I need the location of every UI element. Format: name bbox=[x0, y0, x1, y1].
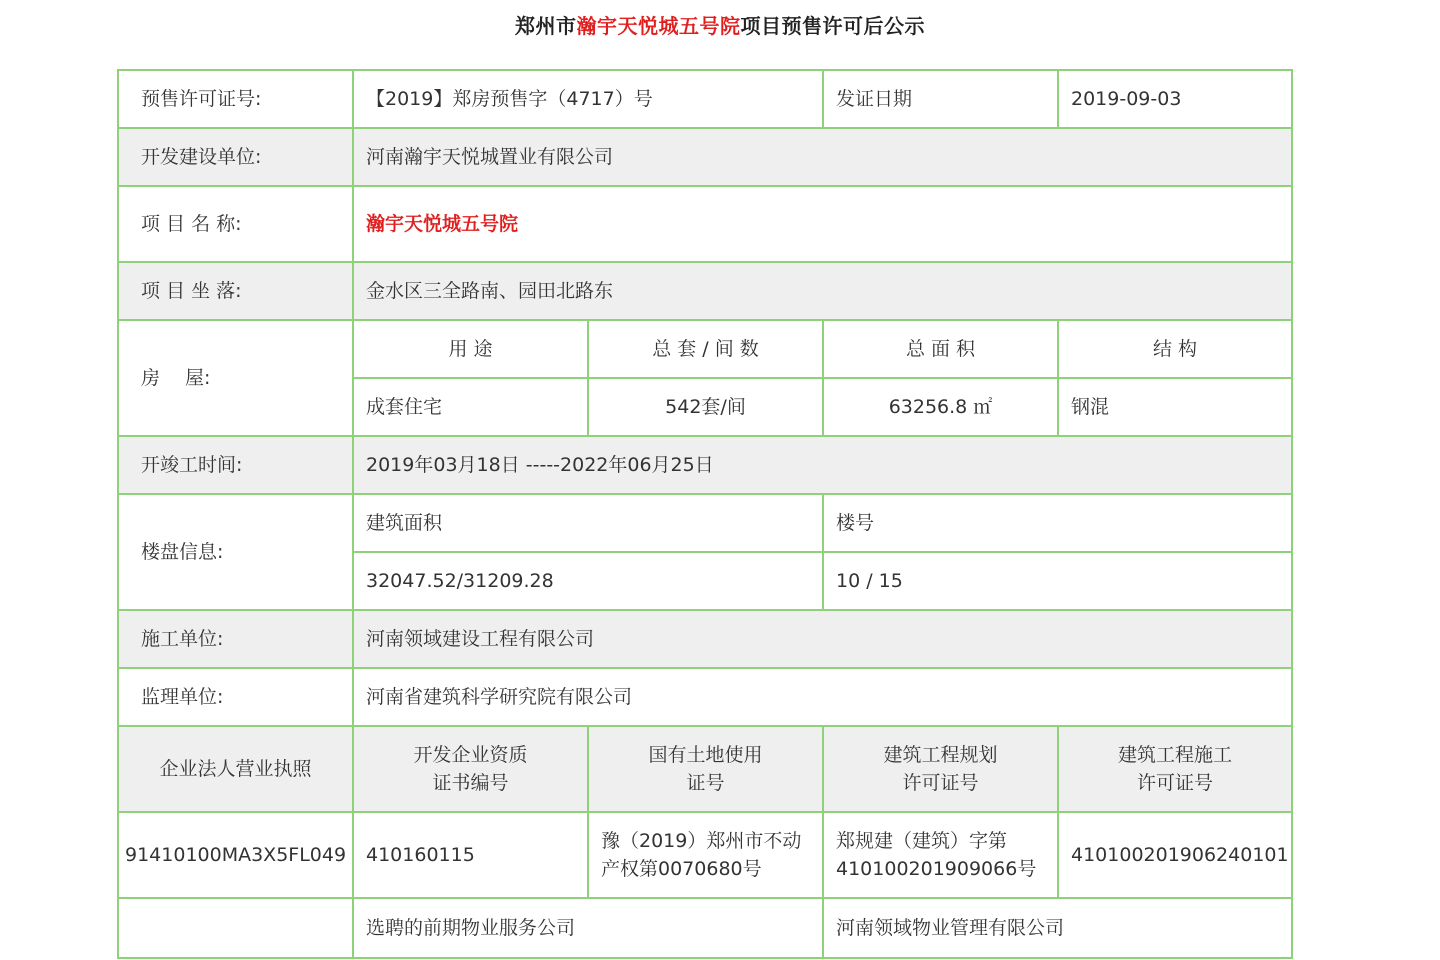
certificates-header-row bbox=[118, 726, 1292, 812]
land-use-cert-header-line: 证号 bbox=[686, 772, 725, 794]
building-info-header-row bbox=[118, 494, 1292, 552]
title-project-name: 瀚宇天悦城五号院 bbox=[576, 14, 741, 38]
qualification-cert-header-line: 开发企业资质 bbox=[413, 744, 528, 766]
planning-permit-header bbox=[823, 726, 1058, 812]
construction-permit-value: 410100201906240101 bbox=[1058, 812, 1292, 898]
housing-structure-header: 结 构 bbox=[1058, 320, 1292, 378]
property-service-value: 河南领域物业管理有限公司 bbox=[823, 898, 1292, 958]
planning-permit-value-line: 410100201909066号 bbox=[836, 858, 1037, 880]
business-license-header: 企业法人营业执照 bbox=[118, 726, 353, 812]
construction-permit-header bbox=[1058, 726, 1292, 812]
project-name-row bbox=[118, 186, 1292, 262]
permit-row bbox=[118, 70, 1292, 128]
housing-area-value: 63256.8 ㎡ bbox=[823, 378, 1058, 436]
housing-usage-value: 成套住宅 bbox=[353, 378, 588, 436]
contractor-value: 河南领域建设工程有限公司 bbox=[353, 610, 1292, 668]
certificates-value-row bbox=[118, 812, 1292, 898]
permit-label: 预售许可证号: bbox=[118, 70, 353, 128]
developer-value: 河南瀚宇天悦城置业有限公司 bbox=[353, 128, 1292, 186]
contractor-row bbox=[118, 610, 1292, 668]
supervisor-row bbox=[118, 668, 1292, 726]
property-service-blank-cell bbox=[118, 898, 353, 958]
housing-usage-header: 用 途 bbox=[353, 320, 588, 378]
permit-value: 【2019】郑房预售字（4717）号 bbox=[353, 70, 823, 128]
presale-permit-table bbox=[117, 69, 1293, 959]
property-service-row bbox=[118, 898, 1292, 958]
property-service-label: 选聘的前期物业服务公司 bbox=[353, 898, 823, 958]
housing-label: 房 屋: bbox=[118, 320, 353, 436]
housing-header-row bbox=[118, 320, 1292, 378]
land-use-cert-header-line: 国有土地使用 bbox=[648, 744, 763, 766]
schedule-row bbox=[118, 436, 1292, 494]
planning-permit-header-line: 建筑工程规划 bbox=[883, 744, 998, 766]
building-area-value: 32047.52/31209.28 bbox=[353, 552, 823, 610]
land-use-cert-value-line: 产权第0070680号 bbox=[601, 858, 762, 880]
housing-area-header: 总 面 积 bbox=[823, 320, 1058, 378]
location-row bbox=[118, 262, 1292, 320]
housing-units-header: 总 套 / 间 数 bbox=[588, 320, 823, 378]
planning-permit-header-line: 许可证号 bbox=[902, 772, 979, 794]
planning-permit-value-line: 郑规建（建筑）字第 bbox=[836, 830, 1008, 852]
qualification-cert-header-line: 证书编号 bbox=[432, 772, 509, 794]
issue-date-value: 2019-09-03 bbox=[1058, 70, 1292, 128]
construction-permit-header-line: 许可证号 bbox=[1136, 772, 1213, 794]
page-title bbox=[0, 10, 1440, 39]
contractor-label: 施工单位: bbox=[118, 610, 353, 668]
project-name-label: 项 目 名 称: bbox=[118, 186, 353, 262]
developer-row bbox=[118, 128, 1292, 186]
supervisor-value: 河南省建筑科学研究院有限公司 bbox=[353, 668, 1292, 726]
land-use-cert-value bbox=[588, 812, 823, 898]
title-prefix: 郑州市 bbox=[515, 14, 577, 38]
project-name-value: 瀚宇天悦城五号院 bbox=[353, 186, 1292, 262]
title-suffix: 项目预售许可后公示 bbox=[740, 14, 925, 38]
schedule-label: 开竣工时间: bbox=[118, 436, 353, 494]
supervisor-label: 监理单位: bbox=[118, 668, 353, 726]
issue-date-label: 发证日期 bbox=[823, 70, 1058, 128]
developer-label: 开发建设单位: bbox=[118, 128, 353, 186]
building-number-header: 楼号 bbox=[823, 494, 1292, 552]
location-label: 项 目 坐 落: bbox=[118, 262, 353, 320]
location-value: 金水区三全路南、园田北路东 bbox=[353, 262, 1292, 320]
housing-units-value: 542套/间 bbox=[588, 378, 823, 436]
building-area-header: 建筑面积 bbox=[353, 494, 823, 552]
building-info-label: 楼盘信息: bbox=[118, 494, 353, 610]
planning-permit-value bbox=[823, 812, 1058, 898]
housing-structure-value: 钢混 bbox=[1058, 378, 1292, 436]
schedule-value: 2019年03月18日 -----2022年06月25日 bbox=[353, 436, 1292, 494]
qualification-cert-header bbox=[353, 726, 588, 812]
building-number-value: 10 / 15 bbox=[823, 552, 1292, 610]
land-use-cert-value-line: 豫（2019）郑州市不动 bbox=[601, 830, 802, 852]
qualification-cert-value: 410160115 bbox=[353, 812, 588, 898]
construction-permit-header-line: 建筑工程施工 bbox=[1117, 744, 1232, 766]
business-license-value: 91410100MA3X5FL049 bbox=[118, 812, 353, 898]
land-use-cert-header bbox=[588, 726, 823, 812]
